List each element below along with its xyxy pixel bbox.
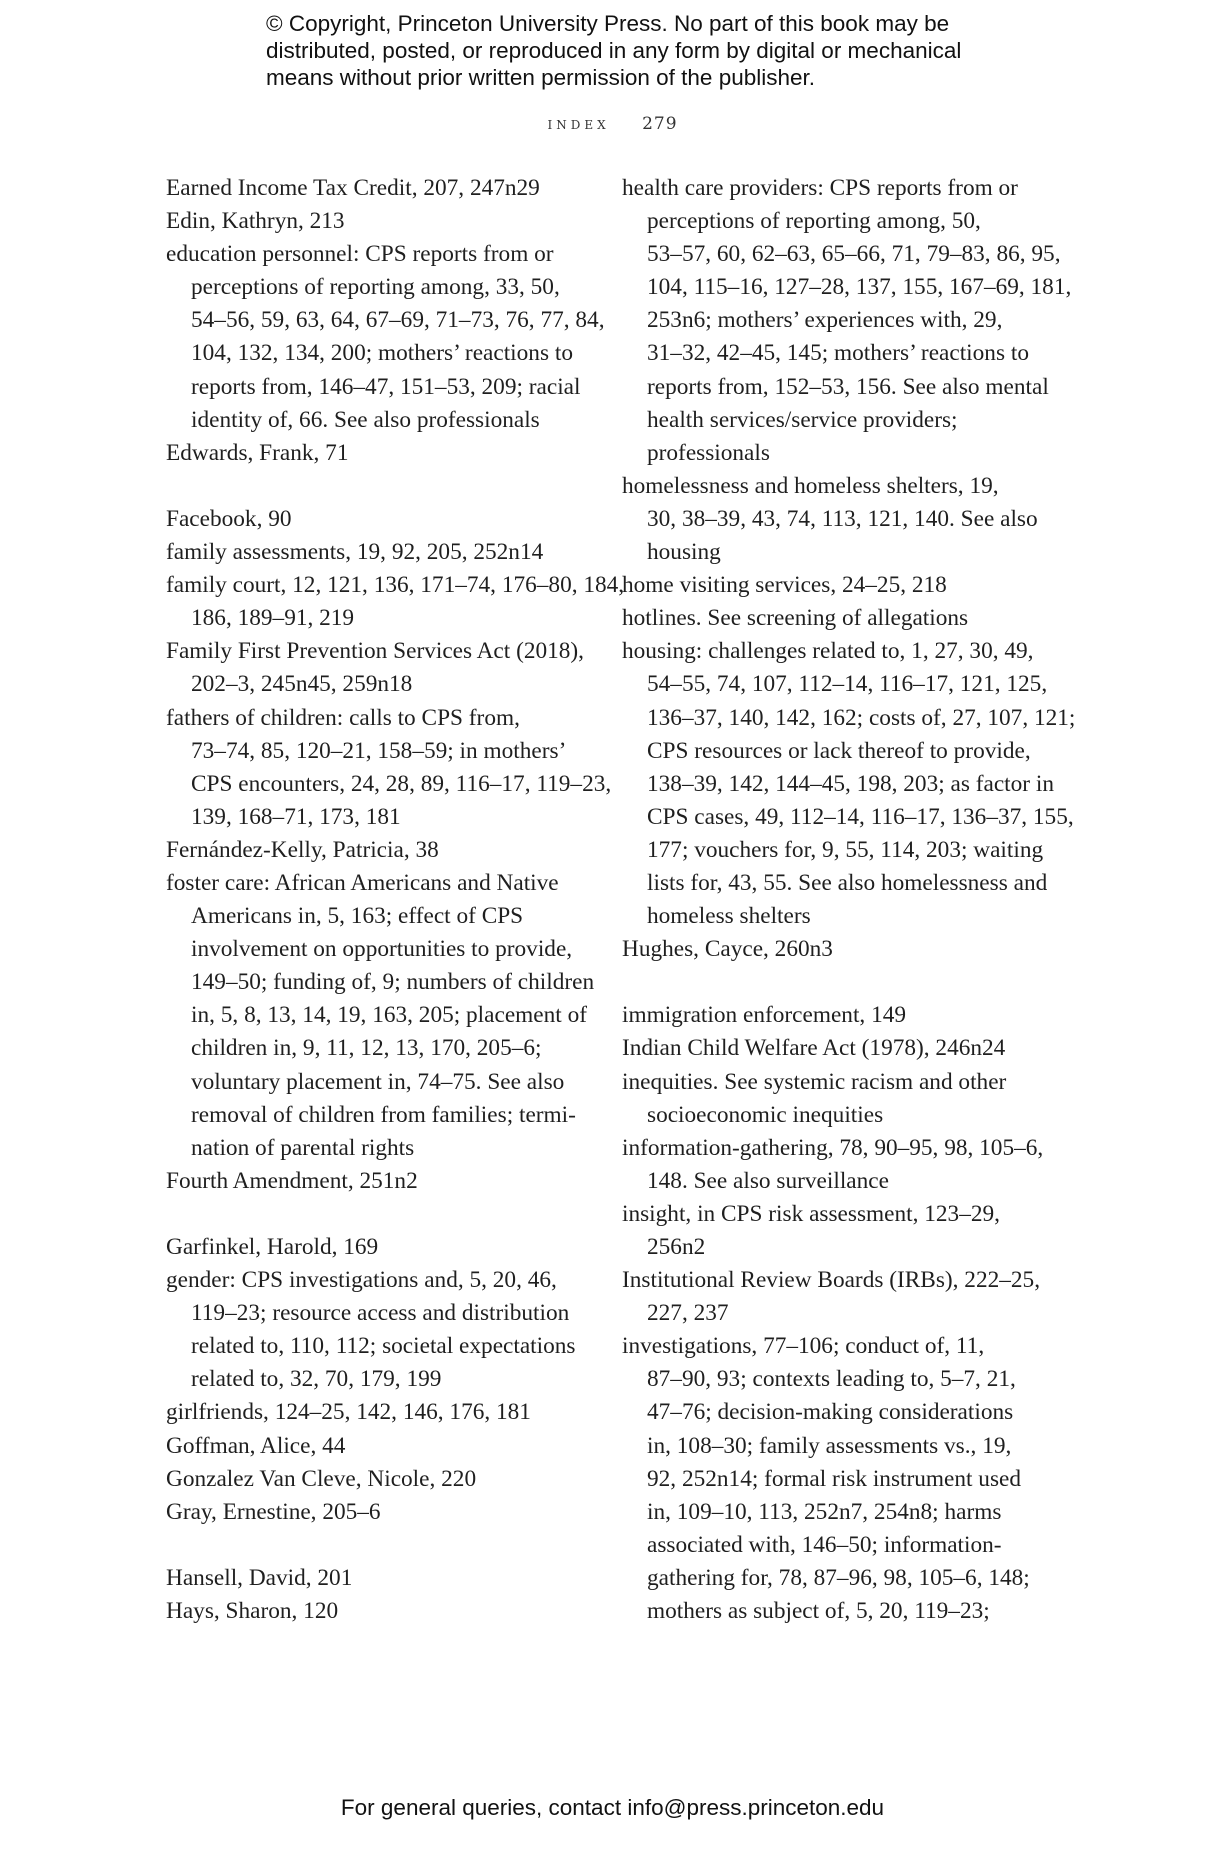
index-entry-line: Gray, Ernestine, 205–6 bbox=[166, 1498, 381, 1525]
running-head bbox=[0, 114, 1225, 134]
index-entry-line: related to, 32, 70, 179, 199 bbox=[191, 1366, 442, 1393]
index-entry bbox=[622, 602, 1062, 635]
index-entry-line: 54–55, 74, 107, 112–14, 116–17, 121, 125, bbox=[647, 671, 1048, 698]
index-entry bbox=[622, 635, 1076, 933]
index-entry-line: 73–74, 85, 120–21, 158–59; in mothers’ bbox=[191, 737, 567, 764]
index-entry-line: reports from, 152–53, 156. See also mental bbox=[647, 373, 1049, 400]
index-column-left bbox=[166, 172, 625, 1628]
index-entry-line: children in, 9, 11, 12, 13, 170, 205–6; bbox=[191, 1035, 542, 1062]
index-entry-line: Americans in, 5, 163; effect of CPS bbox=[191, 903, 524, 930]
index-entry bbox=[622, 1264, 1062, 1330]
index-entry-line: 138–39, 142, 144–45, 198, 203; as factor in bbox=[647, 770, 1055, 797]
index-entry-line: Family First Prevention Services Act (2018), bbox=[166, 638, 585, 665]
letter-group-gap bbox=[166, 1198, 586, 1231]
index-entry bbox=[166, 1165, 586, 1198]
page-number: 279 bbox=[642, 114, 678, 134]
index-entry-line: Indian Child Welfare Act (1978), 246n24 bbox=[622, 1035, 1006, 1062]
index-entry bbox=[166, 834, 586, 867]
index-entry bbox=[166, 172, 586, 205]
index-entry bbox=[166, 503, 586, 536]
index-entry-line: 54–56, 59, 63, 64, 67–69, 71–73, 76, 77, 84, bbox=[191, 307, 605, 334]
index-entry-line: gathering for, 78, 87–96, 98, 105–6, 148; bbox=[647, 1564, 1030, 1591]
index-entry-line: 47–76; decision-making considerations bbox=[647, 1399, 1014, 1426]
index-entry-line: investigations, 77–106; conduct of, 11, bbox=[622, 1333, 985, 1360]
index-entry bbox=[166, 437, 586, 470]
index-entry-line: Goffman, Alice, 44 bbox=[166, 1432, 346, 1459]
index-entry-line: in, 108–30; family assessments vs., 19, bbox=[647, 1432, 1012, 1459]
index-entry bbox=[166, 1463, 586, 1496]
index-entry-line: CPS cases, 49, 112–14, 116–17, 136–37, 155, bbox=[647, 803, 1074, 830]
index-entry-line: perceptions of reporting among, 50, bbox=[647, 208, 981, 235]
index-entry-line: 139, 168–71, 173, 181 bbox=[191, 803, 401, 830]
index-entry-line: related to, 110, 112; societal expectations bbox=[191, 1333, 576, 1360]
letter-group-gap bbox=[166, 470, 586, 503]
index-entry-line: 177; vouchers for, 9, 55, 114, 203; waiting bbox=[647, 836, 1044, 863]
copyright-notice bbox=[266, 10, 1026, 91]
index-entry bbox=[166, 1396, 586, 1429]
index-entry-line: Garfinkel, Harold, 169 bbox=[166, 1234, 379, 1260]
footer-contact: For general queries, contact info@press.princeton.edu bbox=[340, 1795, 885, 1820]
running-head-title: index bbox=[547, 114, 610, 134]
index-entry bbox=[622, 1032, 1062, 1065]
index-entry-line: involvement on opportunities to provide, bbox=[191, 936, 573, 963]
index-entry-line: perceptions of reporting among, 33, 50, bbox=[191, 274, 560, 301]
index-entry bbox=[622, 569, 1062, 602]
index-entry-line: inequities. See systemic racism and other bbox=[622, 1068, 1007, 1095]
index-entry-line: associated with, 146–50; information- bbox=[647, 1531, 1002, 1558]
index-entry-line: 87–90, 93; contexts leading to, 5–7, 21, bbox=[647, 1366, 1016, 1393]
index-entry bbox=[166, 1264, 586, 1396]
index-entry-line: gender: CPS investigations and, 5, 20, 46, bbox=[166, 1267, 557, 1294]
index-entry-line: education personnel: CPS reports from or bbox=[166, 241, 554, 268]
index-entry bbox=[166, 1430, 586, 1463]
index-entry bbox=[622, 1198, 1062, 1264]
index-entry-line: 227, 237 bbox=[647, 1300, 729, 1327]
index-entry bbox=[166, 569, 625, 635]
index-entry-line: 119–23; resource access and distribution bbox=[191, 1300, 570, 1327]
index-entry bbox=[166, 1496, 586, 1529]
index-entry-line: health care providers: CPS reports from or bbox=[622, 175, 1018, 201]
index-entry-line: homelessness and homeless shelters, 19, bbox=[622, 472, 999, 499]
index-entry-line: Gonzalez Van Cleve, Nicole, 220 bbox=[166, 1465, 477, 1492]
index-entry-line: mothers as subject of, 5, 20, 119–23; bbox=[647, 1598, 990, 1625]
index-entry-line: Edwards, Frank, 71 bbox=[166, 439, 349, 466]
index-entry-line: 253n6; mothers’ experiences with, 29, bbox=[647, 307, 1003, 334]
index-entry-line: homeless shelters bbox=[647, 903, 811, 930]
index-entry bbox=[166, 1562, 586, 1595]
index-entry-line: Earned Income Tax Credit, 207, 247n29 bbox=[166, 175, 540, 201]
index-column-right bbox=[622, 172, 1076, 1628]
index-entry-line: Edin, Kathryn, 213 bbox=[166, 208, 345, 235]
index-entry bbox=[166, 635, 586, 701]
index-entry-line: 136–37, 140, 142, 162; costs of, 27, 107, 121; bbox=[647, 704, 1076, 731]
index-entry-line: fathers of children: calls to CPS from, bbox=[166, 704, 520, 731]
index-entry-line: Institutional Review Boards (IRBs), 222–25, bbox=[622, 1267, 1041, 1294]
index-entry bbox=[166, 238, 605, 437]
index-entry bbox=[622, 470, 1062, 569]
copyright-line: distributed, posted, or reproduced in any form by digital or mechanical bbox=[266, 38, 962, 63]
index-entry bbox=[166, 867, 595, 1165]
letter-group-gap bbox=[166, 1529, 586, 1562]
index-entry-line: housing bbox=[647, 539, 721, 566]
index-entry-line: 149–50; funding of, 9; numbers of children bbox=[191, 969, 595, 996]
index-entry-line: lists for, 43, 55. See also homelessness and bbox=[647, 869, 1048, 896]
index-entry bbox=[622, 1066, 1062, 1132]
index-entry-line: professionals bbox=[647, 439, 770, 466]
index-entry-line: CPS encounters, 24, 28, 89, 116–17, 119–23, bbox=[191, 770, 612, 797]
index-entry-line: Hansell, David, 201 bbox=[166, 1564, 353, 1591]
index-entry bbox=[622, 1330, 1062, 1628]
index-entry-line: home visiting services, 24–25, 218 bbox=[622, 572, 947, 599]
copyright-line: means without prior written permission of the publisher. bbox=[266, 65, 816, 90]
index-entry-line: removal of children from families; termi- bbox=[191, 1101, 576, 1128]
index-entry-line: information-gathering, 78, 90–95, 98, 105–6, bbox=[622, 1134, 1044, 1161]
index-entry-line: 148. See also surveillance bbox=[647, 1167, 889, 1194]
index-entry-line: Facebook, 90 bbox=[166, 505, 292, 532]
index-entry-line: 92, 252n14; formal risk instrument used bbox=[647, 1465, 1022, 1492]
index-entry-line: hotlines. See screening of allegations bbox=[622, 605, 969, 632]
copyright-line: © Copyright, Princeton University Press. No part of this book may be bbox=[266, 11, 950, 36]
index-entry-line: nation of parental rights bbox=[191, 1134, 415, 1161]
index-entry-line: 53–57, 60, 62–63, 65–66, 71, 79–83, 86, 95, bbox=[647, 241, 1061, 268]
index-entry bbox=[622, 933, 1062, 966]
index-entry-line: housing: challenges related to, 1, 27, 30, 49, bbox=[622, 638, 1034, 665]
index-entry-line: in, 5, 8, 13, 14, 19, 163, 205; placement of bbox=[191, 1002, 587, 1029]
index-entry-line: family court, 12, 121, 136, 171–74, 176–80, 184, bbox=[166, 572, 625, 599]
index-entry bbox=[166, 205, 586, 238]
index-entry-line: identity of, 66. See also professionals bbox=[191, 406, 540, 433]
index-entry-line: 202–3, 245n45, 259n18 bbox=[191, 671, 413, 698]
index-entry-line: 30, 38–39, 43, 74, 113, 121, 140. See also bbox=[647, 505, 1038, 532]
index-entry-line: voluntary placement in, 74–75. See also bbox=[191, 1068, 565, 1095]
index-entry bbox=[622, 1132, 1062, 1198]
index-entry bbox=[622, 999, 1062, 1032]
index-entry-line: Fernández-Kelly, Patricia, 38 bbox=[166, 836, 439, 863]
index-entry-line: 104, 115–16, 127–28, 137, 155, 167–69, 181, bbox=[647, 274, 1072, 301]
index-entry-line: girlfriends, 124–25, 142, 146, 176, 181 bbox=[166, 1399, 531, 1426]
index-entry-line: CPS resources or lack thereof to provide, bbox=[647, 737, 1031, 764]
index-entry-line: socioeconomic inequities bbox=[647, 1101, 884, 1128]
letter-group-gap bbox=[622, 966, 1062, 999]
index-entry-line: family assessments, 19, 92, 205, 252n14 bbox=[166, 539, 544, 566]
index-entry bbox=[622, 172, 1072, 470]
index-entry bbox=[166, 1231, 586, 1264]
index-entry bbox=[166, 536, 586, 569]
index-entry-line: 31–32, 42–45, 145; mothers’ reactions to bbox=[647, 340, 1029, 367]
index-entry bbox=[166, 702, 612, 834]
index-entry-line: 186, 189–91, 219 bbox=[191, 605, 355, 632]
index-entry-line: insight, in CPS risk assessment, 123–29, bbox=[622, 1200, 1000, 1227]
index-entry-line: Hughes, Cayce, 260n3 bbox=[622, 936, 833, 963]
index-entry-line: reports from, 146–47, 151–53, 209; racial bbox=[191, 373, 581, 400]
index-entry-line: Hays, Sharon, 120 bbox=[166, 1598, 339, 1625]
index-entry bbox=[166, 1595, 586, 1628]
index-entry-line: in, 109–10, 113, 252n7, 254n8; harms bbox=[647, 1498, 1002, 1525]
index-entry-line: foster care: African Americans and Native bbox=[166, 869, 559, 896]
index-entry-line: 256n2 bbox=[647, 1234, 706, 1260]
index-entry-line: Fourth Amendment, 251n2 bbox=[166, 1167, 418, 1194]
index-entry-line: immigration enforcement, 149 bbox=[622, 1002, 907, 1029]
index-entry-line: 104, 132, 134, 200; mothers’ reactions to bbox=[191, 340, 573, 367]
index-entry-line: health services/service providers; bbox=[647, 406, 958, 433]
